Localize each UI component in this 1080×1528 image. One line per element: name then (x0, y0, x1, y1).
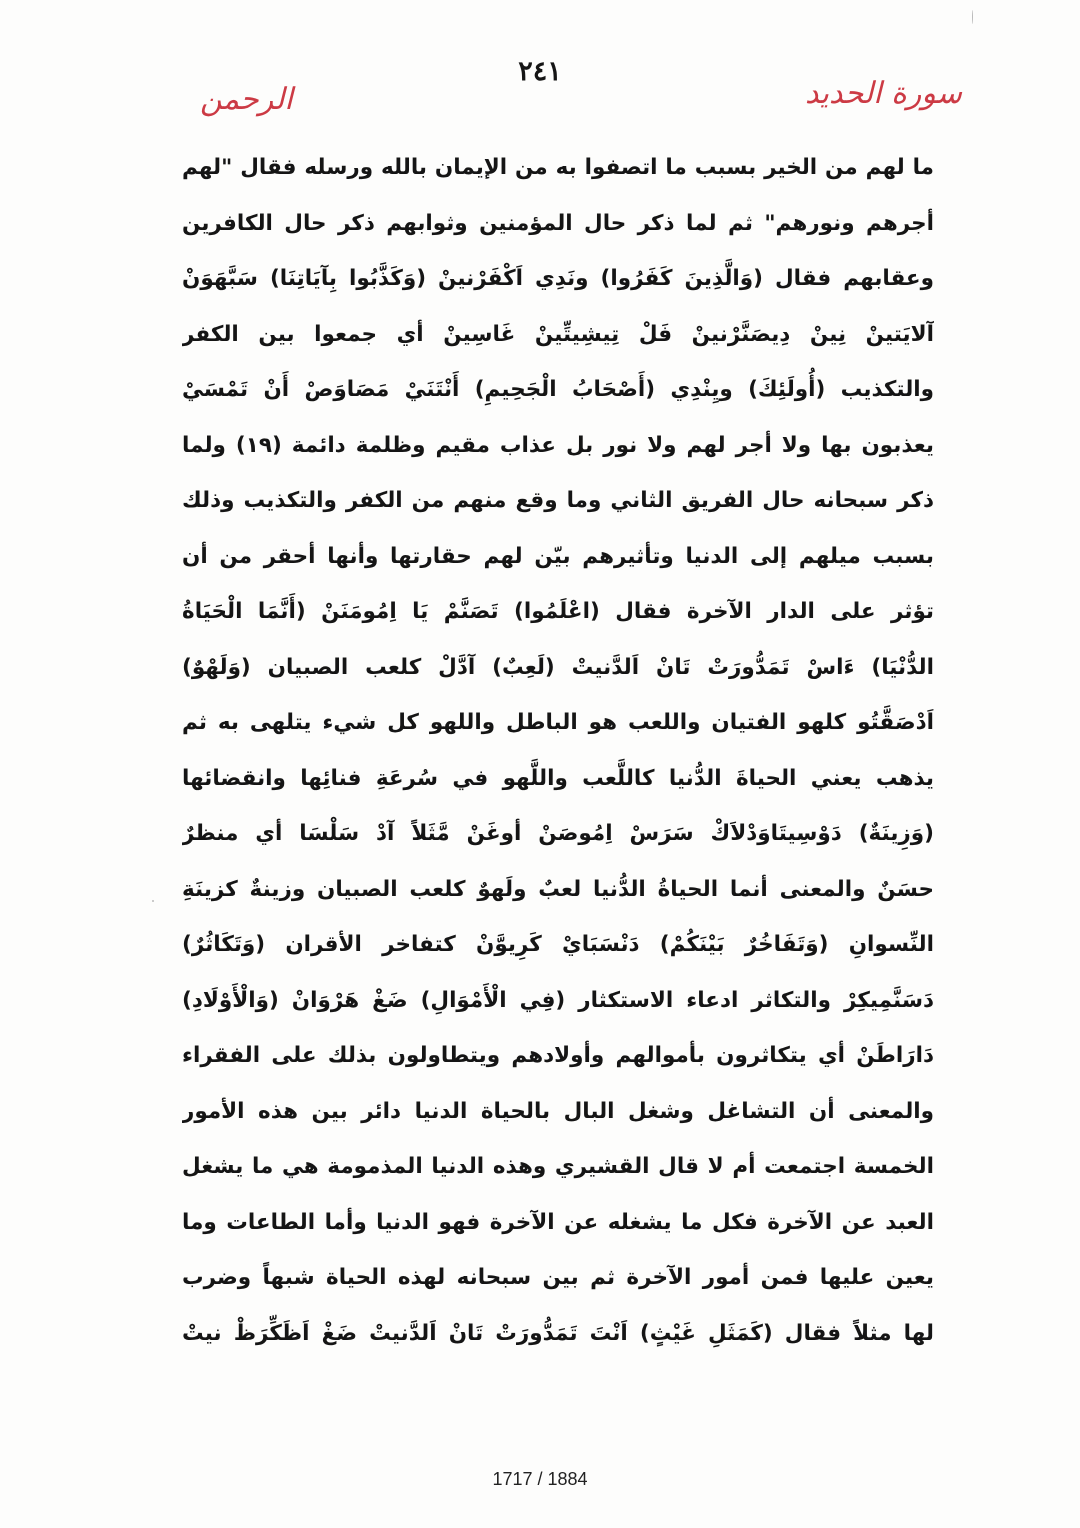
text-line: يعين عليها فمن أمور الآخرة ثم بين سبحانه لهذه الحياة شبهاً وضرب (182, 1265, 934, 1290)
text-line: آلايَتينْ نِينْ دِيصَنَّرْنينْ فَلْ تِيشِيتِّينْ غَاسِينْ أي جمعوا بين الكفر (182, 321, 934, 347)
text-line: أجرهم ونورهم" ثم لما ذكر حال المؤمنين وثوابهم ذكر حال الكافرين (182, 210, 934, 236)
pagination-indicator: 1717 / 1884 (492, 1469, 588, 1489)
text-line: تؤثر على الدار الآخرة فقال (اعْلَمُوا) تَصَنَّمْ يَا اِمُومَنَنْ (أَنَّمَا الْحَيَاةُ (182, 599, 934, 624)
text-line: دَارَاطَنْ أي يتكاثرون بأموالهم وأولادهم ويتطاولون بذلك على الفقراء (182, 1043, 934, 1068)
text-line: حسَنٌ والمعنى أنما الحياةُ الدُّنيا لعبٌ ولَهوٌ كلعب الصبيان وزينةٌ كزينَةِ (182, 876, 934, 902)
text-line: بسبب ميلهم إلى الدنيا وتأثيرهم بيّن لهم حقارتها وأنها أحقر من أن (182, 543, 934, 569)
text-line: الدُّنْيَا) ءَاسْ تَمَدُّورَتْ تَانْ اَلدَّنيتْ (لَعِبٌ) آدَّلْ كلعب الصبيان (وَلَهْوٌ) (182, 654, 934, 680)
text-line: دَسَنَّمِيكِرْ والتكاثر ادعاء الاستكثار (فِي الْأَمْوَالِ) ضَغْ هَرْوَانْ (وَالْأَوْلَادِ) (182, 987, 934, 1013)
text-line: والمعنى أن التشاغل وشغل البال بالحياة الدنيا دائر بين هذه الأمور (182, 1098, 934, 1124)
text-line: الخمسة اجتمعت أم لا قال القشيري وهذه الدنيا المذمومة هي ما يشغل (182, 1154, 934, 1179)
text-line: ذكر سبحانه حال الفريق الثاني وما وقع منهم من الكفر والتكذيب وذلك (182, 488, 934, 513)
scan-speck (152, 900, 154, 902)
text-line: وعقابهم فقال (وَالَّذِينَ كَفَرُوا) ونَدِي اَكْفَرْنينْ (وَكَذَّبُوا بِآيَاتِنَا) سَبَّهَوَنْ (182, 266, 934, 291)
page-number: ٢٤١ (518, 56, 562, 87)
text-line: اَدْصَقَّتُو كلهو الفتيان واللعب هو الباطل واللهو كل شيء يتلهى به ثم (182, 710, 934, 735)
body-text (182, 140, 934, 1361)
text-line: ما لهم من الخير بسبب ما اتصفوا به من الإيمان بالله ورسله فقال "لهم (182, 155, 934, 180)
text-line: العبد عن الآخرة فكل ما يشغله عن الآخرة فهو الدنيا وأما الطاعات وما (182, 1209, 934, 1235)
text-line: النِّسوانِ (وَتَفَاخُرٌ بَيْنَكُمْ) دَنْسَبَايْ كَرِيوَّنْ كتفاخر الأقران (وَتَكَاثُرٌ) (182, 932, 934, 957)
text-line: (وَزِينَةٌ) دَوْسِيتَاوَدْلاَكْ سَرَسْ اِمُوصَنْ أوغَنْ مَّثَلاً آدْ سَلْسَا أي منظرٌ (182, 821, 934, 846)
text-line: يعذبون بها ولا أجر لهم ولا نور بل عذاب مقيم وظلمة دائمة (١٩) ولما (182, 432, 934, 458)
text-line: يذهب يعني الحياةَ الدُّنيا كاللَّعب واللَّهو في سُرعَةِ فنائِها وانقضائها (182, 765, 934, 791)
margin-note-left: الرحمن (200, 82, 293, 117)
scan-mark (972, 10, 973, 24)
text-line: لها مثلاً فقال (كَمَثَلِ غَيْثٍ) اَنْتَ تَمَدُّورَتْ تَانْ اَلدَّنيتْ ضَغْ اَظَكِّرَظْ نيتْ (182, 1320, 934, 1346)
margin-note-right: سورة الحديد (804, 76, 962, 111)
text-line: والتكذيب (أُولَئِكَ) ويِنْدِي (أَصْحَابُ الْجَحِيمِ) أَنْتَنَيْ مَصَاوَصْ أَنْ تَمْسَيْ (182, 377, 934, 402)
